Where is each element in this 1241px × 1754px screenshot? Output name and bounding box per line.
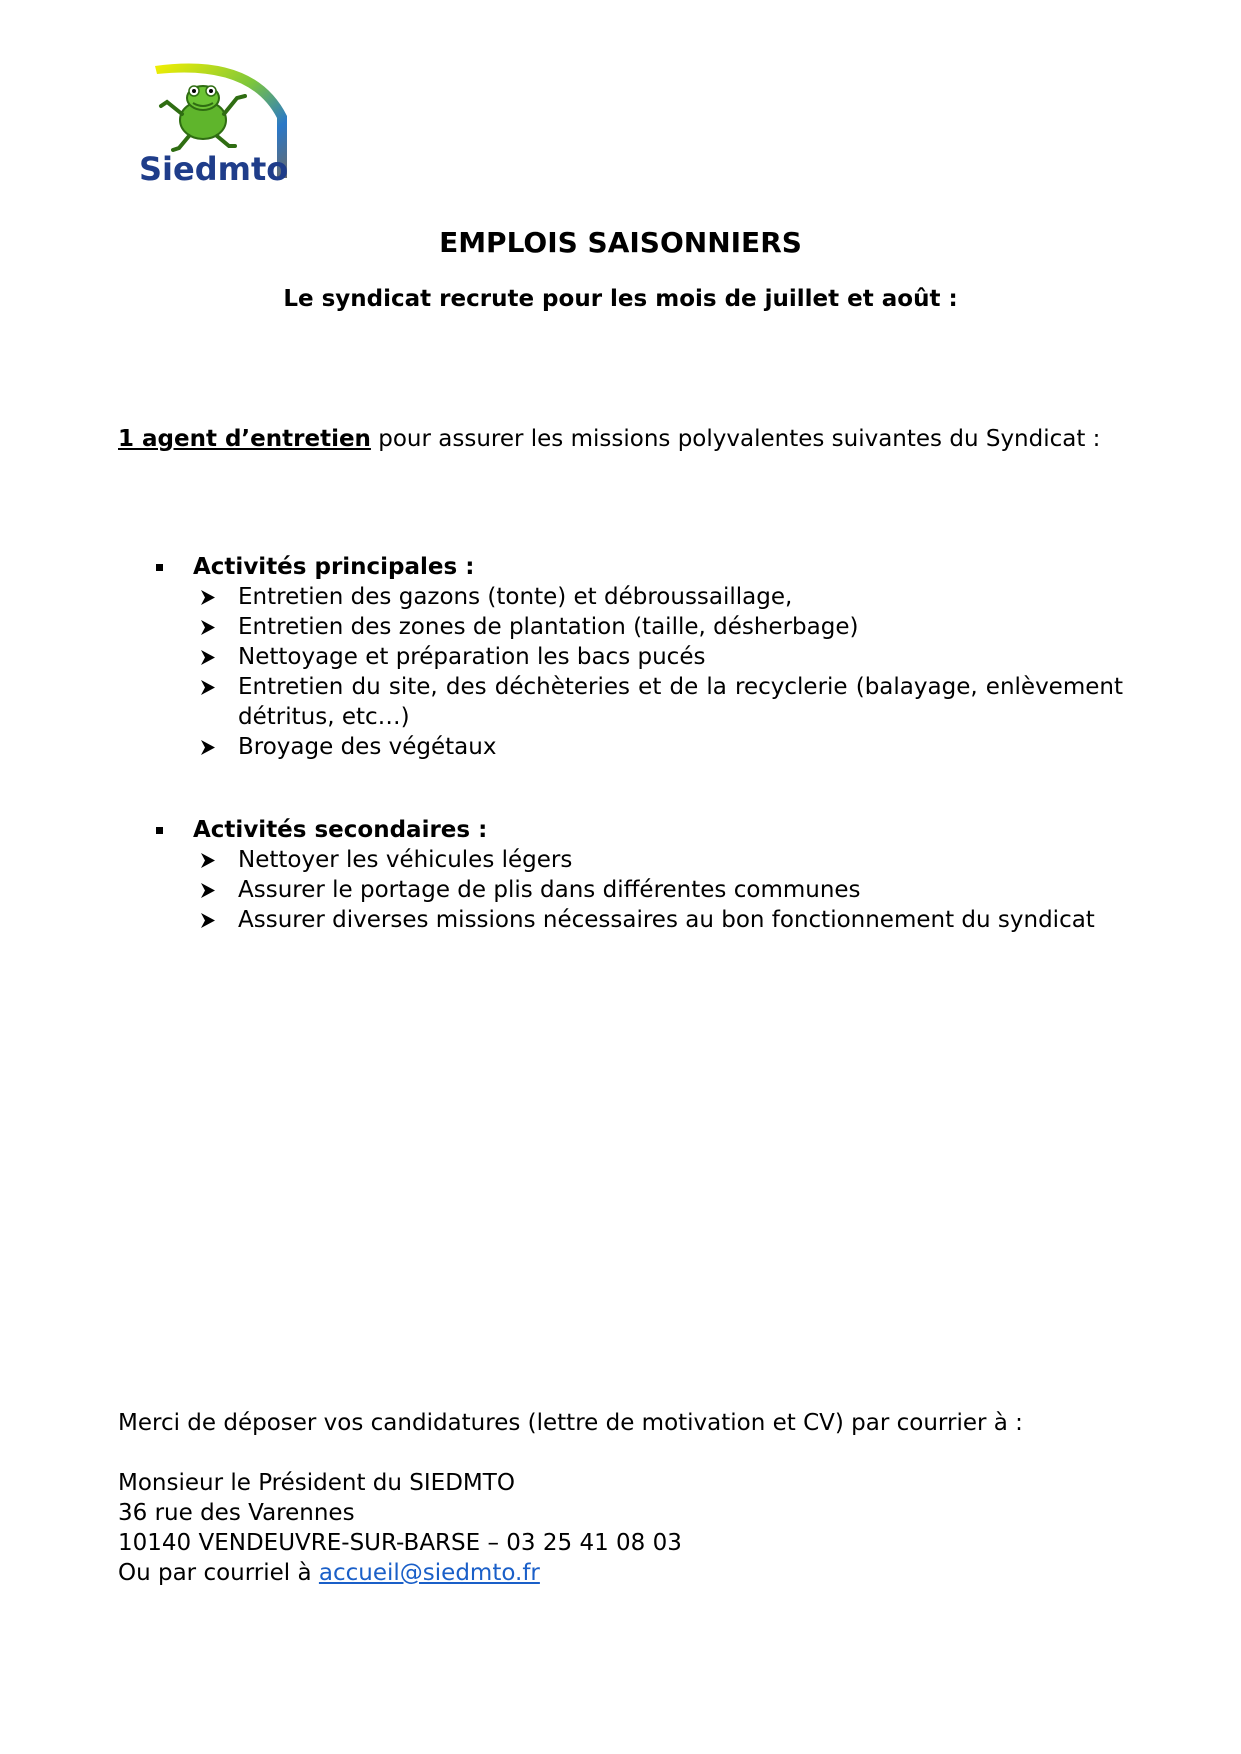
recipient-street: 36 rue des Varennes	[118, 1500, 355, 1526]
arrow-bullet-icon	[198, 618, 217, 637]
section-header	[118, 552, 1123, 582]
section-header	[118, 815, 1123, 845]
intro-paragraph	[118, 424, 1123, 454]
recipient-name: Monsieur le Président du SIEDMTO	[118, 1470, 515, 1496]
list-item: Nettoyer les véhicules légers	[118, 845, 1123, 875]
email-line	[118, 1558, 1123, 1588]
list-item: Entretien des zones de plantation (taille, désherbage)	[118, 612, 1123, 642]
arrow-bullet-icon	[198, 851, 217, 870]
page-title: EMPLOIS SAISONNIERS	[439, 226, 802, 259]
arrow-bullet-icon	[198, 881, 217, 900]
list-item: Assurer le portage de plis dans différentes communes	[118, 875, 1123, 905]
arrow-bullet-icon	[198, 678, 217, 697]
application-instructions: Merci de déposer vos candidatures (lettre de motivation et CV) par courrier à :	[118, 1410, 1023, 1436]
frog-logo-icon	[137, 54, 307, 190]
secondaires-list	[118, 845, 1123, 935]
section-title-principales: Activités principales :	[193, 554, 475, 580]
arrow-bullet-icon	[198, 911, 217, 930]
logo-wordmark: Siedmto	[139, 150, 289, 188]
list-item: Entretien des gazons (tonte) et débroussaillage,	[118, 582, 1123, 612]
list-item: Nettoyage et préparation les bacs pucés	[118, 642, 1123, 672]
page-subtitle: Le syndicat recrute pour les mois de juillet et août :	[283, 286, 958, 312]
section-principales	[118, 552, 1123, 762]
email-link[interactable]: accueil@siedmto.fr	[318, 1560, 540, 1586]
section-title-secondaires: Activités secondaires :	[193, 817, 488, 843]
arrow-bullet-icon	[198, 648, 217, 667]
recipient-city-phone: 10140 VENDEUVRE-SUR-BARSE – 03 25 41 08 03	[118, 1530, 682, 1556]
intro-text: pour assurer les missions polyvalentes suivantes du Syndicat :	[370, 426, 1101, 452]
agent-count-label: 1 agent d’entretien	[118, 426, 371, 452]
contact-block	[118, 1408, 1123, 1588]
section-secondaires	[118, 815, 1123, 935]
siedmto-logo	[137, 54, 307, 190]
list-item: Entretien du site, des déchèteries et de la recyclerie (balayage, enlèvement détritus, etc…)	[118, 672, 1123, 732]
arrow-bullet-icon	[198, 738, 217, 757]
principales-list	[118, 582, 1123, 762]
list-item: Broyage des végétaux	[118, 732, 1123, 762]
email-prefix: Ou par courriel à	[118, 1560, 319, 1586]
list-item: Assurer diverses missions nécessaires au bon fonctionnement du syndicat	[118, 905, 1123, 935]
square-bullet-icon	[156, 827, 163, 834]
square-bullet-icon	[156, 564, 163, 571]
arrow-bullet-icon	[198, 588, 217, 607]
